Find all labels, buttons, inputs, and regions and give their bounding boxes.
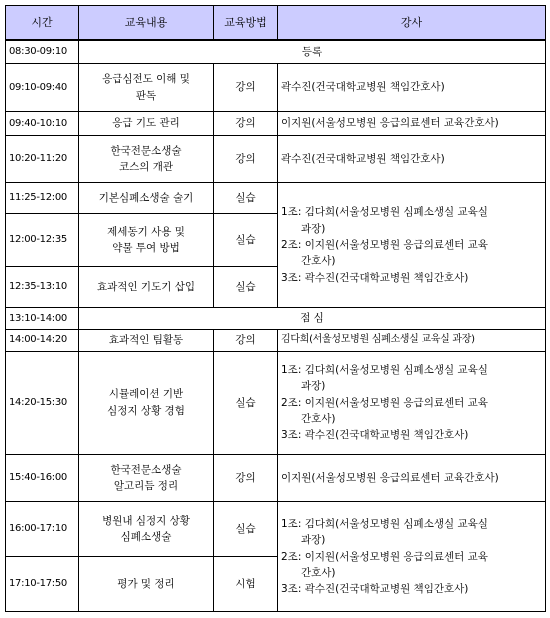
lecturer-group-1-cont: 과장) xyxy=(301,380,326,393)
time-cell: 09:40-10:10 xyxy=(6,111,79,135)
method-cell: 강의 xyxy=(214,135,278,183)
lecturer-group-3: 3조: 곽수진(건국대학교병원 책임간호사) xyxy=(281,429,469,442)
time-cell: 12:35-13:10 xyxy=(6,266,79,307)
content-cell xyxy=(79,502,214,557)
method-cell: 실습 xyxy=(214,351,278,454)
method-cell: 강의 xyxy=(214,64,278,112)
method-cell: 시험 xyxy=(214,557,278,612)
lecturer-cell: 이지원(서울성모병원 응급의료센터 교육간호사) xyxy=(278,454,546,502)
method-cell: 실습 xyxy=(214,214,278,267)
content-line: 알고리듬 정리 xyxy=(113,480,179,493)
header-content: 교육내용 xyxy=(79,6,214,41)
table-row xyxy=(6,454,546,502)
content-line: 약물 투여 방법 xyxy=(112,241,180,254)
lecturer-group-2: 2조: 이지원(서울성모병원 응급의료센터 교육 xyxy=(281,550,488,563)
table-row xyxy=(6,40,546,64)
content-line: 심폐소생술 xyxy=(120,531,172,544)
time-cell: 16:00-17:10 xyxy=(6,502,79,557)
content-line: 한국전문소생술 xyxy=(110,144,182,157)
content-line: 병원내 심정지 상황 xyxy=(102,514,190,527)
table-row xyxy=(6,308,546,330)
table-row xyxy=(6,502,546,557)
method-cell: 강의 xyxy=(214,329,278,351)
lecturer-group-2-cont: 간호사) xyxy=(301,566,336,579)
method-cell: 실습 xyxy=(214,183,278,214)
method-cell: 실습 xyxy=(214,502,278,557)
method-cell: 실습 xyxy=(214,266,278,307)
lunch-cell: 점 심 xyxy=(79,308,546,330)
lecturer-group-1: 1조: 김다희(서울성모병원 심폐소생실 교육실 xyxy=(281,364,488,376)
content-cell xyxy=(79,454,214,502)
time-cell: 08:30-09:10 xyxy=(6,40,79,64)
table-row xyxy=(6,183,546,214)
method-cell: 강의 xyxy=(214,111,278,135)
time-cell: 10:20-11:20 xyxy=(6,135,79,183)
header-method: 교육방법 xyxy=(214,6,278,41)
method-cell: 강의 xyxy=(214,454,278,502)
content-line: 심정지 상황 경험 xyxy=(107,404,185,417)
lecturer-cell: 이지원(서울성모병원 응급의료센터 교육간호사) xyxy=(278,111,546,135)
time-cell: 11:25-12:00 xyxy=(6,183,79,214)
lecturer-group-1-cont: 과장) xyxy=(301,534,326,547)
table-row xyxy=(6,351,546,454)
header-row xyxy=(6,6,546,41)
content-cell xyxy=(79,214,214,267)
time-cell: 15:40-16:00 xyxy=(6,454,79,502)
time-cell: 17:10-17:50 xyxy=(6,557,79,612)
content-line: 제세동기 사용 및 xyxy=(107,225,185,238)
lecturer-cell: 곽수진(건국대학교병원 책임간호사) xyxy=(278,64,546,112)
content-cell xyxy=(79,64,214,112)
content-cell: 효과적인 팀활동 xyxy=(79,329,214,351)
time-cell: 14:00-14:20 xyxy=(6,329,79,351)
content-cell: 평가 및 정리 xyxy=(79,557,214,612)
table-row xyxy=(6,329,546,351)
content-cell: 효과적인 기도기 삽입 xyxy=(79,266,214,307)
content-cell xyxy=(79,135,214,183)
lecturer-group-2: 2조: 이지원(서울성모병원 응급의료센터 교육 xyxy=(281,239,488,251)
lecturer-group-2: 2조: 이지원(서울성모병원 응급의료센터 교육 xyxy=(281,396,488,409)
content-cell: 기본심폐소생술 술기 xyxy=(79,183,214,214)
lecturer-group-2-cont: 간호사) xyxy=(301,412,336,425)
header-lecturer: 강사 xyxy=(278,6,546,41)
registration-cell: 등록 xyxy=(79,40,546,64)
content-cell: 응급 기도 관리 xyxy=(79,111,214,135)
time-cell: 13:10-14:00 xyxy=(6,308,79,330)
table-row xyxy=(6,64,546,112)
lecturer-group-2-cont: 간호사) xyxy=(301,255,336,268)
time-cell: 09:10-09:40 xyxy=(6,64,79,112)
content-line: 한국전문소생술 xyxy=(110,463,182,476)
lecturer-group-1-cont: 과장) xyxy=(301,222,326,235)
content-line: 코스의 개관 xyxy=(118,160,174,173)
practice-lecturers-cell xyxy=(278,351,546,454)
time-cell: 12:00-12:35 xyxy=(6,214,79,267)
lecturer-group-3: 3조: 곽수진(건국대학교병원 책임간호사) xyxy=(281,583,469,596)
lecturer-group-1: 1조: 김다희(서울성모병원 심폐소생실 교육실 xyxy=(281,206,488,219)
table-row xyxy=(6,111,546,135)
lecturer-group-3: 3조: 곽수진(건국대학교병원 책임간호사) xyxy=(281,271,469,284)
practice-lecturers-cell xyxy=(278,502,546,612)
header-time: 시간 xyxy=(6,6,79,41)
time-cell: 14:20-15:30 xyxy=(6,351,79,454)
schedule-table xyxy=(5,5,546,612)
table-row xyxy=(6,135,546,183)
content-cell xyxy=(79,351,214,454)
practice-lecturers-cell xyxy=(278,183,546,308)
content-line: 판독 xyxy=(135,89,157,102)
lecturer-cell: 곽수진(건국대학교병원 책임간호사) xyxy=(278,135,546,183)
lecturer-cell: 김다희(서울성모병원 심폐소생실 교육실 과장) xyxy=(278,329,546,351)
content-line: 응급심전도 이해 및 xyxy=(102,73,190,86)
content-line: 시뮬레이션 기반 xyxy=(108,388,184,401)
lecturer-group-1: 1조: 김다희(서울성모병원 심폐소생실 교육실 xyxy=(281,518,488,530)
